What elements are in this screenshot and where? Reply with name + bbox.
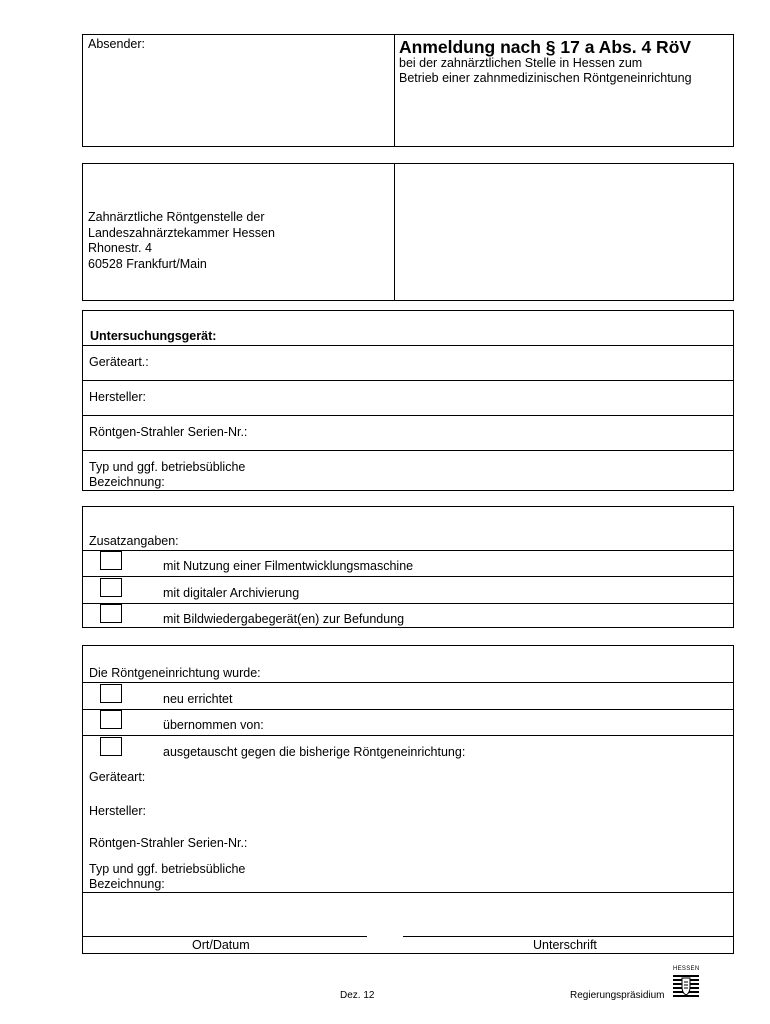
installation-row-divider: [82, 682, 734, 683]
digital-archiving-option-label: mit digitaler Archivierung: [163, 586, 300, 600]
device-row-divider: [82, 415, 734, 416]
sender-label: Absender:: [88, 37, 145, 51]
display-device-option-label: mit Bildwiedergabegerät(en) zur Befundung: [163, 612, 405, 626]
device-manufacturer-field[interactable]: [160, 382, 730, 413]
previous-device-designation-label-line2: Bezeichnung:: [89, 877, 165, 891]
installation-row-divider: [82, 892, 734, 893]
previous-device-serial-label: Röntgen-Strahler Serien-Nr.:: [89, 836, 248, 850]
installation-heading: Die Röntgeneinrichtung wurde:: [89, 666, 261, 680]
device-designation-label-line1: Typ und ggf. betriebsübliche: [89, 460, 246, 474]
replaced-option-label: ausgetauscht gegen die bisherige Röntgeneinrichtung:: [163, 745, 466, 759]
recipient-line2: Landeszahnärztekammer Hessen: [88, 226, 275, 240]
device-type-field[interactable]: [160, 347, 730, 378]
previous-device-type-field[interactable]: [160, 764, 730, 790]
newly-installed-option-label: neu errichtet: [163, 692, 233, 706]
recipient-divider: [394, 163, 395, 301]
display-device-checkbox[interactable]: [100, 604, 122, 623]
newly-installed-checkbox[interactable]: [100, 684, 122, 703]
previous-device-type-label: Geräteart:: [89, 770, 146, 784]
film-processor-option-label: mit Nutzung einer Filmentwicklungsmaschine: [163, 559, 414, 573]
extras-row-divider: [82, 603, 734, 604]
film-processor-checkbox[interactable]: [100, 551, 122, 570]
form-subtitle-line1: bei der zahnärztlichen Stelle in Hessen zum: [399, 56, 643, 70]
extras-row-divider: [82, 576, 734, 577]
department-code: Dez. 12: [340, 990, 375, 1001]
place-date-field[interactable]: [84, 895, 366, 935]
digital-archiving-checkbox[interactable]: [100, 578, 122, 597]
previous-device-serial-field[interactable]: [280, 830, 730, 854]
device-heading: Untersuchungsgerät:: [90, 329, 217, 343]
taken-over-option-label: übernommen von:: [163, 718, 264, 732]
device-designation-field[interactable]: [280, 452, 730, 488]
receipt-stamp-field[interactable]: [396, 165, 732, 299]
device-serial-label: Röntgen-Strahler Serien-Nr.:: [89, 425, 248, 439]
device-serial-field[interactable]: [280, 417, 730, 448]
replaced-checkbox[interactable]: [100, 737, 122, 756]
device-row-divider: [82, 345, 734, 346]
extras-row-divider: [82, 550, 734, 551]
device-row-divider: [82, 450, 734, 451]
device-designation-label-line2: Bezeichnung:: [89, 475, 165, 489]
header-divider: [394, 34, 395, 147]
sender-field[interactable]: [84, 54, 392, 144]
previous-device-manufacturer-field[interactable]: [160, 798, 730, 824]
recipient-line1: Zahnärztliche Röntgenstelle der: [88, 210, 265, 224]
device-manufacturer-label: Hersteller:: [89, 390, 146, 404]
device-row-divider: [82, 380, 734, 381]
taken-over-checkbox[interactable]: [100, 710, 122, 729]
signature-line: [403, 936, 734, 937]
recipient-line3: Rhonestr. 4: [88, 241, 152, 255]
device-type-label: Geräteart.:: [89, 355, 149, 369]
hessen-crest-logo: [673, 966, 701, 1000]
form-subtitle-line2: Betrieb einer zahnmedizinischen Röntgeneinrichtung: [399, 71, 692, 85]
recipient-line4: 60528 Frankfurt/Main: [88, 257, 207, 271]
place-date-label: Ort/Datum: [192, 938, 250, 952]
signature-label: Unterschrift: [533, 938, 597, 952]
signature-field[interactable]: [404, 895, 730, 935]
hessen-wordmark: HESSEN: [673, 966, 700, 972]
installation-row-divider: [82, 735, 734, 736]
taken-over-from-field[interactable]: [280, 711, 730, 733]
authority-name: Regierungspräsidium: [570, 990, 665, 1001]
previous-device-designation-label-line1: Typ und ggf. betriebsübliche: [89, 862, 246, 876]
form-title: Anmeldung nach § 17 a Abs. 4 RöV: [399, 37, 692, 57]
crest-icon: [673, 975, 699, 999]
previous-device-manufacturer-label: Hersteller:: [89, 804, 146, 818]
previous-device-designation-field[interactable]: [280, 858, 730, 890]
installation-row-divider: [82, 709, 734, 710]
place-date-line: [82, 936, 367, 937]
extras-heading: Zusatzangaben:: [89, 534, 179, 548]
